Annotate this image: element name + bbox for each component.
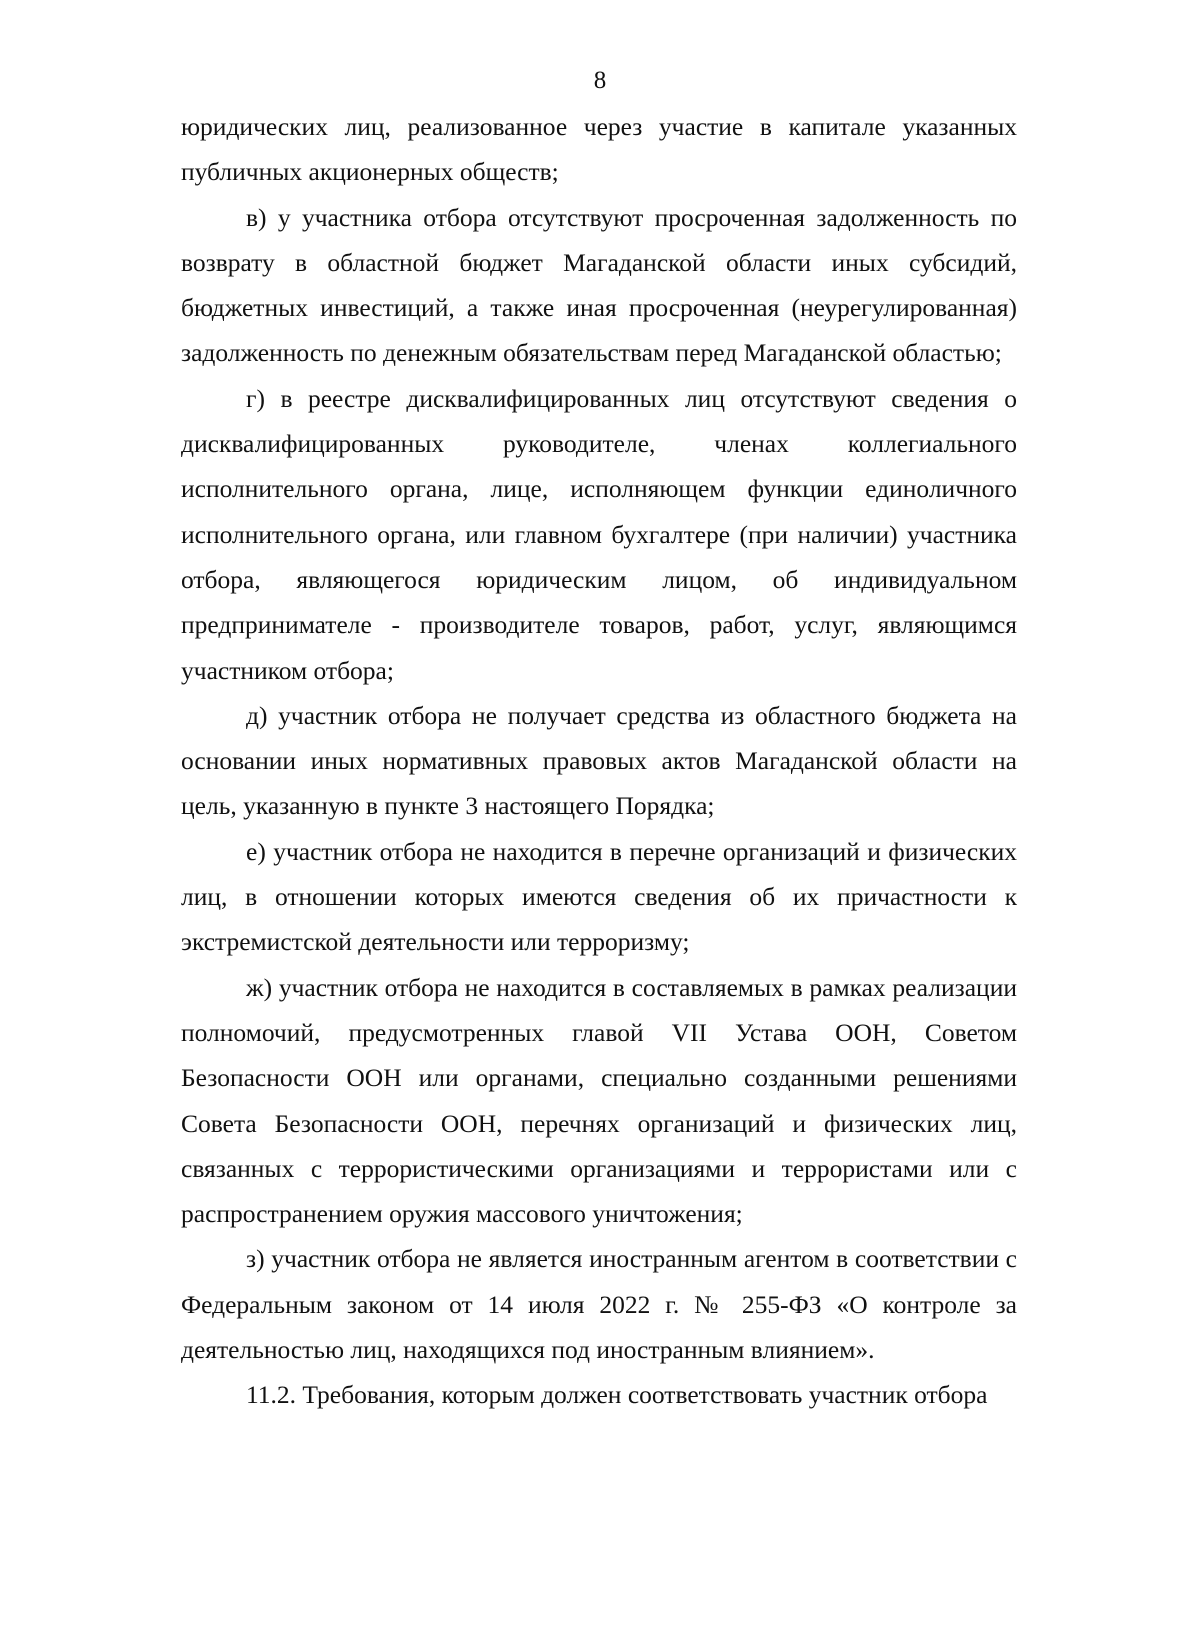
paragraph-item-zh: ж) участник отбора не находится в составляемых в рамках реализации полномочий, предусмотренных главой VII Устава ООН, Советом Безопасности ООН или органами, специально созданными решениями Совета Безопасности ООН, перечнях организаций и физических лиц, связанных с террористическими организациями и террористами или с распространением оружия массового уничтожения; (181, 972, 1017, 1229)
page-number: 8 (593, 67, 607, 94)
document-body (181, 104, 1017, 1418)
paragraph-item-d: д) участник отбора не получает средства из областного бюджета на основании иных нормативных правовых актов Магаданской области на цель, указанную в пункте 3 настоящего Порядка; (181, 700, 1017, 821)
paragraph-continuation: юридических лиц, реализованное через участие в капитале указанных публичных акционерных обществ; (181, 112, 1017, 187)
paragraph-item-v: в) у участника отбора отсутствуют просроченная задолженность по возврату в областной бюджет Магаданской области иных субсидий, бюджетных инвестиций, а также иная просроченная (неурегулированная) задолженность по денежным обязательствам перед Магаданской областью; (181, 202, 1017, 368)
paragraph-item-g: г) в реестре дисквалифицированных лиц отсутствуют сведения о дисквалифицированных руководителе, членах коллегиального исполнительного органа, лице, исполняющем функции единоличного исполнительного органа, или главном бухгалтере (при наличии) участника отбора, являющегося юридическим лицом, об индивидуальном предпринимателе - производителе товаров, работ, услуг, являющимся участником отбора; (181, 383, 1017, 685)
paragraph-section-11-2: 11.2. Требования, которым должен соответствовать участник отбора (246, 1380, 988, 1410)
paragraph-item-e: е) участник отбора не находится в перечне организаций и физических лиц, в отношении которых имеются сведения об их причастности к экстремистской деятельности или терроризму; (181, 836, 1017, 957)
paragraph-item-z: з) участник отбора не является иностранным агентом в соответствии с Федеральным законом от 14 июля 2022 г. № 255-ФЗ «О контроле за деятельностью лиц, находящихся под иностранным влиянием». (181, 1244, 1017, 1365)
